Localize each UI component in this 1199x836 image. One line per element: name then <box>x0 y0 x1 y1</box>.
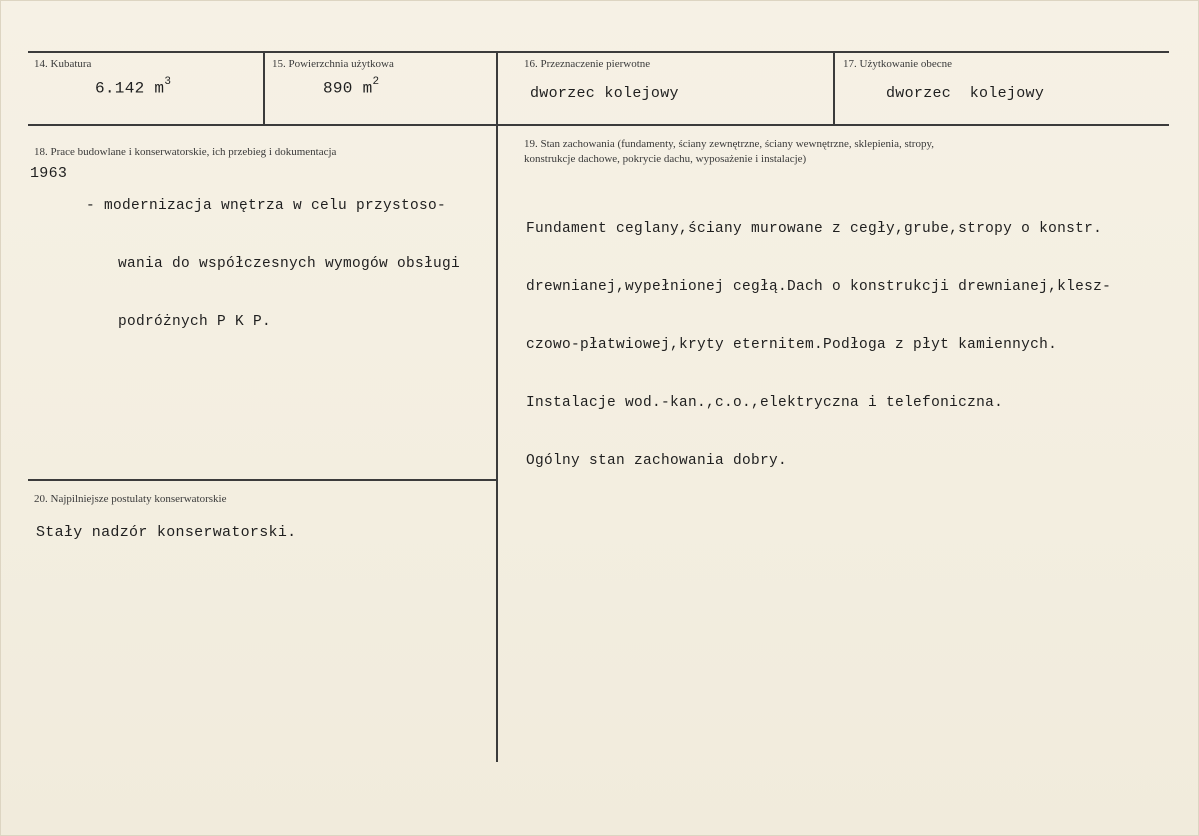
kubatura-exponent: 3 <box>164 76 172 88</box>
przeznaczenie-label: 16. Przeznaczenie pierwotne <box>524 58 651 70</box>
uzytkowanie-label: 17. Użytkowanie obecne <box>843 58 953 70</box>
kubatura-value <box>95 78 171 97</box>
stan-line: czowo-płatwiowej,kryty eternitem.Podłoga z płyt kamiennych. <box>526 337 1058 353</box>
prace-year: 1963 <box>30 165 68 182</box>
stan-label-line1: 19. Stan zachowania (fundamenty, ściany zewnętrzne, ściany wewnętrzne, sklepienia, stropy, <box>524 138 935 150</box>
powierzchnia-label: 15. Powierzchnia użytkowa <box>272 58 394 70</box>
top-rule <box>28 51 1169 53</box>
postulaty-value: Stały nadzór konserwatorski. <box>36 524 297 541</box>
prace-text <box>86 161 460 367</box>
stan-line: drewnianej,wypełnionej cegłą.Dach o konstrukcji drewnianej,klesz- <box>526 279 1112 295</box>
postulaty-label: 20. Najpilniejsze postulaty konserwatorskie <box>34 493 227 505</box>
section-divider <box>28 479 497 481</box>
stan-label-line2: konstrukcje dachowe, pokrycie dachu, wyposażenie i instalacje) <box>524 153 807 165</box>
stan-line: Fundament ceglany,ściany murowane z cegły,grube,stropy o konstr. <box>526 221 1103 237</box>
prace-line: wania do współczesnych wymogów obsługi <box>118 256 461 272</box>
powierzchnia-value <box>323 78 379 97</box>
stan-line: Instalacje wod.-kan.,c.o.,elektryczna i telefoniczna. <box>526 395 1004 411</box>
stan-line: Ogólny stan zachowania dobry. <box>526 453 788 469</box>
kubatura-label: 14. Kubatura <box>34 58 92 70</box>
col-divider-main <box>496 52 498 762</box>
powierzchnia-number: 890 m <box>323 79 373 98</box>
przeznaczenie-value: dworzec kolejowy <box>530 85 679 102</box>
powierzchnia-exponent: 2 <box>372 76 380 88</box>
prace-line: podróżnych P K P. <box>118 314 272 330</box>
kubatura-number: 6.142 m <box>95 79 165 98</box>
col-divider-1 <box>263 52 265 125</box>
prace-label: 18. Prace budowlane i konserwatorskie, ich przebieg i dokumentacja <box>34 146 337 158</box>
uzytkowanie-value: dworzec kolejowy <box>886 85 1045 102</box>
stan-text <box>526 184 1111 506</box>
prace-line: - modernizacja wnętrza w celu przystoso- <box>86 198 447 214</box>
col-divider-3 <box>833 52 835 125</box>
row-divider <box>28 124 1169 126</box>
